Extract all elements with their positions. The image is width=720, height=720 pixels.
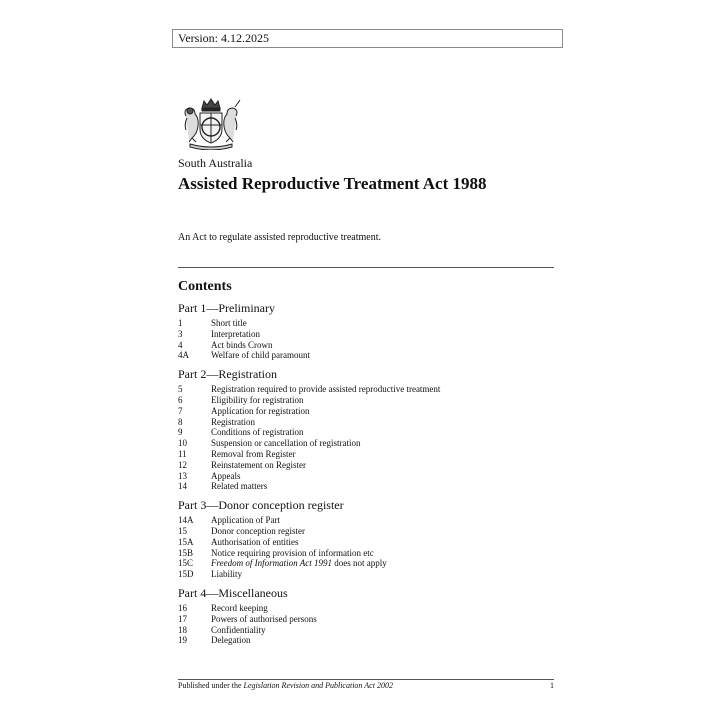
toc-item[interactable] <box>178 449 554 460</box>
section-number: 7 <box>178 405 183 416</box>
toc-item[interactable] <box>178 395 554 406</box>
section-title: Authorisation of entities <box>211 536 299 547</box>
section-number: 12 <box>178 459 187 470</box>
footer-prefix: Published under the <box>178 681 244 690</box>
toc-item[interactable] <box>178 329 554 340</box>
section-number: 14 <box>178 481 187 492</box>
toc-item[interactable] <box>178 318 554 329</box>
toc-part <box>178 365 554 492</box>
long-title: An Act to regulate assisted reproductive treatment. <box>178 232 381 243</box>
toc-part <box>178 299 554 361</box>
version-header <box>172 29 563 48</box>
coat-of-arms-icon <box>180 96 242 150</box>
section-number: 13 <box>178 470 187 481</box>
footer-divider <box>178 679 554 680</box>
section-title: Donor conception register <box>211 525 305 536</box>
section-number: 8 <box>178 416 183 427</box>
section-number: 19 <box>178 635 187 646</box>
section-number: 15B <box>178 547 194 558</box>
page-number: 1 <box>550 681 554 690</box>
toc-part <box>178 496 554 580</box>
section-title: Appeals <box>211 470 241 481</box>
toc-item[interactable] <box>178 526 554 537</box>
table-of-contents <box>178 299 554 646</box>
section-number: 10 <box>178 438 187 449</box>
footer-act-name: Legislation Revision and Publication Act 2002 <box>243 681 393 690</box>
section-number: 18 <box>178 624 187 635</box>
section-title: Eligibility for registration <box>211 394 304 405</box>
divider <box>178 267 554 268</box>
section-title-rest: does not apply <box>332 558 387 569</box>
section-number: 4 <box>178 339 183 350</box>
section-number: 11 <box>178 448 187 459</box>
section-title: Delegation <box>211 635 251 646</box>
toc-item[interactable] <box>178 625 554 636</box>
section-title: Notice requiring provision of information etc <box>211 547 374 558</box>
section-number: 6 <box>178 394 183 405</box>
section-number: 15 <box>178 525 187 536</box>
section-title: Reinstatement on Register <box>211 459 306 470</box>
toc-item[interactable] <box>178 471 554 482</box>
toc-item[interactable] <box>178 569 554 580</box>
toc-item[interactable] <box>178 384 554 395</box>
section-title: Liability <box>211 569 242 580</box>
part-heading: Part 3—Donor conception register <box>178 498 344 513</box>
section-title: Act binds Crown <box>211 339 273 350</box>
part-heading: Part 4—Miscellaneous <box>178 585 288 600</box>
section-number: 4A <box>178 350 189 361</box>
section-number: 16 <box>178 602 187 613</box>
toc-item[interactable] <box>178 635 554 646</box>
act-title: Assisted Reproductive Treatment Act 1988 <box>178 174 487 193</box>
toc-item[interactable] <box>178 603 554 614</box>
footer-publication-note <box>178 681 393 690</box>
section-title: Application for registration <box>211 405 310 416</box>
toc-item[interactable] <box>178 417 554 428</box>
section-number: 15D <box>178 569 194 580</box>
toc-item[interactable] <box>178 427 554 438</box>
section-title <box>211 558 554 569</box>
section-title: Confidentiality <box>211 624 266 635</box>
section-title: Short title <box>211 318 247 328</box>
toc-item[interactable] <box>178 548 554 559</box>
section-number: 5 <box>178 384 183 395</box>
section-title: Related matters <box>211 481 268 492</box>
section-title: Removal from Register <box>211 448 296 459</box>
section-title: Record keeping <box>211 602 268 613</box>
toc-item[interactable] <box>178 406 554 417</box>
toc-item[interactable] <box>178 438 554 449</box>
section-number: 15A <box>178 536 194 547</box>
toc-part <box>178 584 554 646</box>
toc-item[interactable] <box>178 350 554 361</box>
toc-item[interactable] <box>178 537 554 548</box>
section-title: Interpretation <box>211 328 260 339</box>
section-number: 14A <box>178 515 194 526</box>
jurisdiction-label: South Australia <box>178 156 253 170</box>
section-title: Welfare of child paramount <box>211 350 310 361</box>
page-footer <box>178 681 554 690</box>
version-text: Version: 4.12.2025 <box>178 31 269 45</box>
toc-item[interactable] <box>178 614 554 625</box>
part-heading: Part 2—Registration <box>178 367 277 382</box>
section-title: Suspension or cancellation of registration <box>211 438 361 449</box>
section-title: Conditions of registration <box>211 427 304 438</box>
section-title: Registration required to provide assisted reproductive treatment <box>211 384 441 395</box>
toc-item[interactable] <box>178 558 554 569</box>
toc-item[interactable] <box>178 460 554 471</box>
section-title: Registration <box>211 416 255 427</box>
toc-item[interactable] <box>178 515 554 526</box>
section-number: 15C <box>178 558 194 569</box>
toc-item[interactable] <box>178 340 554 351</box>
section-number: 3 <box>178 328 183 339</box>
section-title: Application of Part <box>211 515 280 526</box>
section-number: 1 <box>178 318 183 328</box>
toc-item[interactable] <box>178 481 554 492</box>
section-number: 9 <box>178 427 183 438</box>
section-number: 17 <box>178 613 187 624</box>
part-heading: Part 1—Preliminary <box>178 301 275 315</box>
contents-heading: Contents <box>178 279 232 294</box>
section-title-act-name: Freedom of Information Act 1991 <box>211 558 332 569</box>
section-title: Powers of authorised persons <box>211 613 317 624</box>
